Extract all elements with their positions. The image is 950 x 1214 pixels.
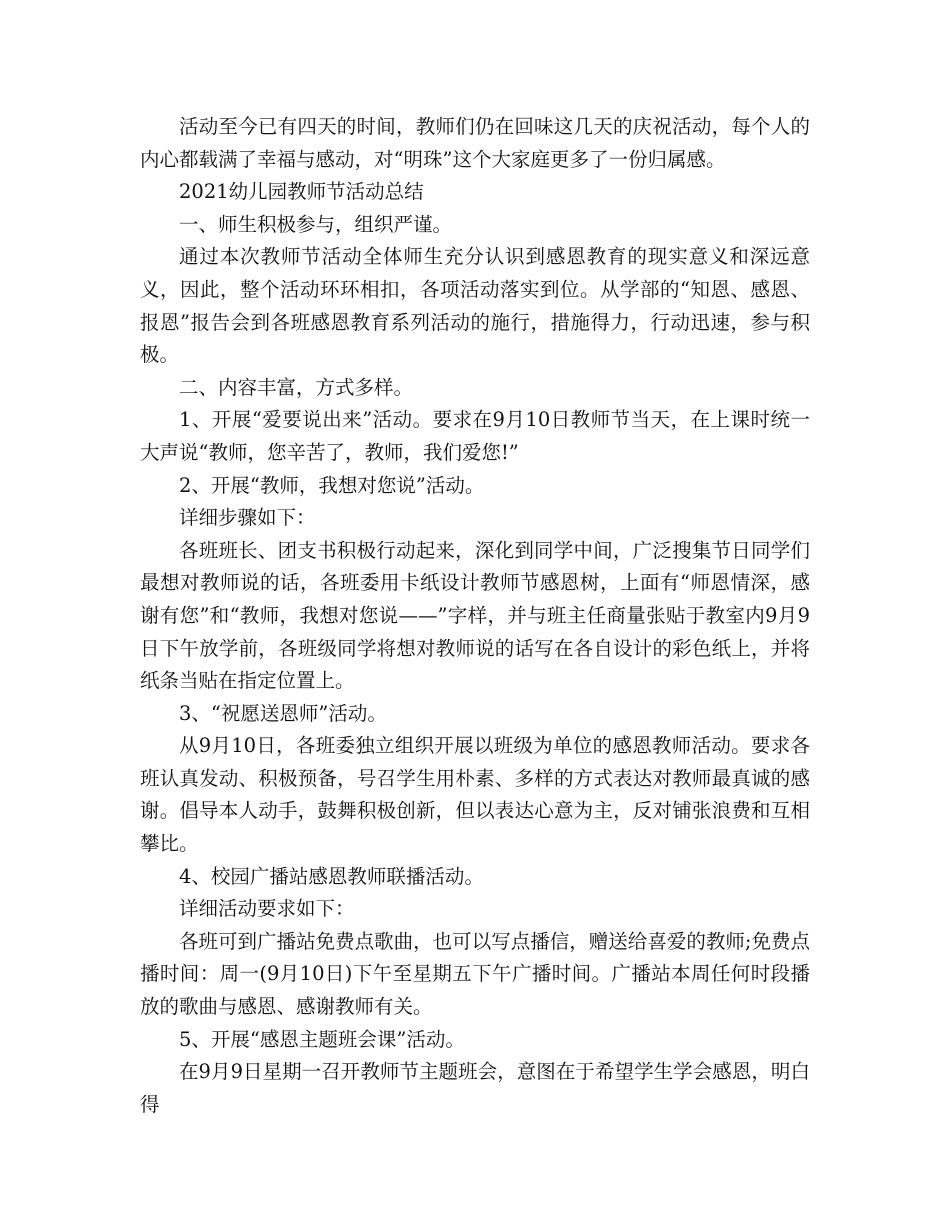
paragraph-intro-closing: 活动至今已有四天的时间，教师们仍在回味这几天的庆祝活动，每个人的内心都载满了幸福与感动，对“明珠”这个大家庭更多了一份归属感。 (140, 115, 810, 171)
item-4: 4、校园广播站感恩教师联播活动。 (179, 864, 484, 888)
document-page (140, 111, 810, 1121)
paragraph-section-1: 通过本次教师节活动全体师生充分认识到感恩教育的现实意义和深远意义，因此，整个活动环环相扣，各项活动落实到位。从学部的“知恩、感恩、报恩”报告会到各班感恩教育系列活动的施行，措施得力，行动迅速，参与积极。 (140, 245, 810, 367)
document-title: 2021幼儿园教师节活动总结 (179, 180, 424, 204)
paragraph-steps: 各班班长、团支书积极行动起来，深化到同学中间，广泛搜集节日同学们最想对教师说的话，各班委用卡纸设计教师节感恩树，上面有“师恩情深，感谢有您”和“教师，我想对您说——”字样，并与班主任商量张贴于教室内9月9日下午放学前，各班级同学将想对教师说的话写在各自设计的彩色纸上，并将纸条当贴在指定位置上。 (140, 538, 810, 693)
item-3: 3、“祝愿送恩师”活动。 (179, 701, 387, 725)
item-1: 1、开展“爱要说出来”活动。要求在9月10日教师节当天，在上课时统一大声说“教师，您辛苦了，教师，我们爱您!” (140, 408, 810, 464)
steps-heading: 详细步骤如下： (179, 506, 316, 530)
requirements-heading: 详细活动要求如下： (179, 897, 355, 921)
item-5: 5、开展“感恩主题班会课”活动。 (179, 1027, 465, 1051)
section-heading-1: 一、师生积极参与，组织严谨。 (179, 212, 453, 236)
paragraph-item-5: 在9月9日星期一召开教师节主题班会，意图在于希望学生学会感恩，明白得 (140, 1060, 810, 1116)
section-heading-2: 二、内容丰富，方式多样。 (179, 375, 414, 399)
item-2: 2、开展“教师，我想对您说”活动。 (179, 473, 485, 497)
paragraph-requirements: 各班可到广播站免费点歌曲，也可以写点播信，赠送给喜爱的教师;免费点播时间：周一(9月10日)下午至星期五下午广播时间。广播站本周任何时段播放的歌曲与感恩、感谢教师有关。 (140, 929, 810, 1019)
paragraph-item-3: 从9月10日，各班委独立组织开展以班级为单位的感恩教师活动。要求各班认真发动、积极预备，号召学生用朴素、多样的方式表达对教师最真诚的感谢。倡导本人动手，鼓舞积极创新，但以表达心意为主，反对铺张浪费和互相攀比。 (140, 734, 810, 856)
